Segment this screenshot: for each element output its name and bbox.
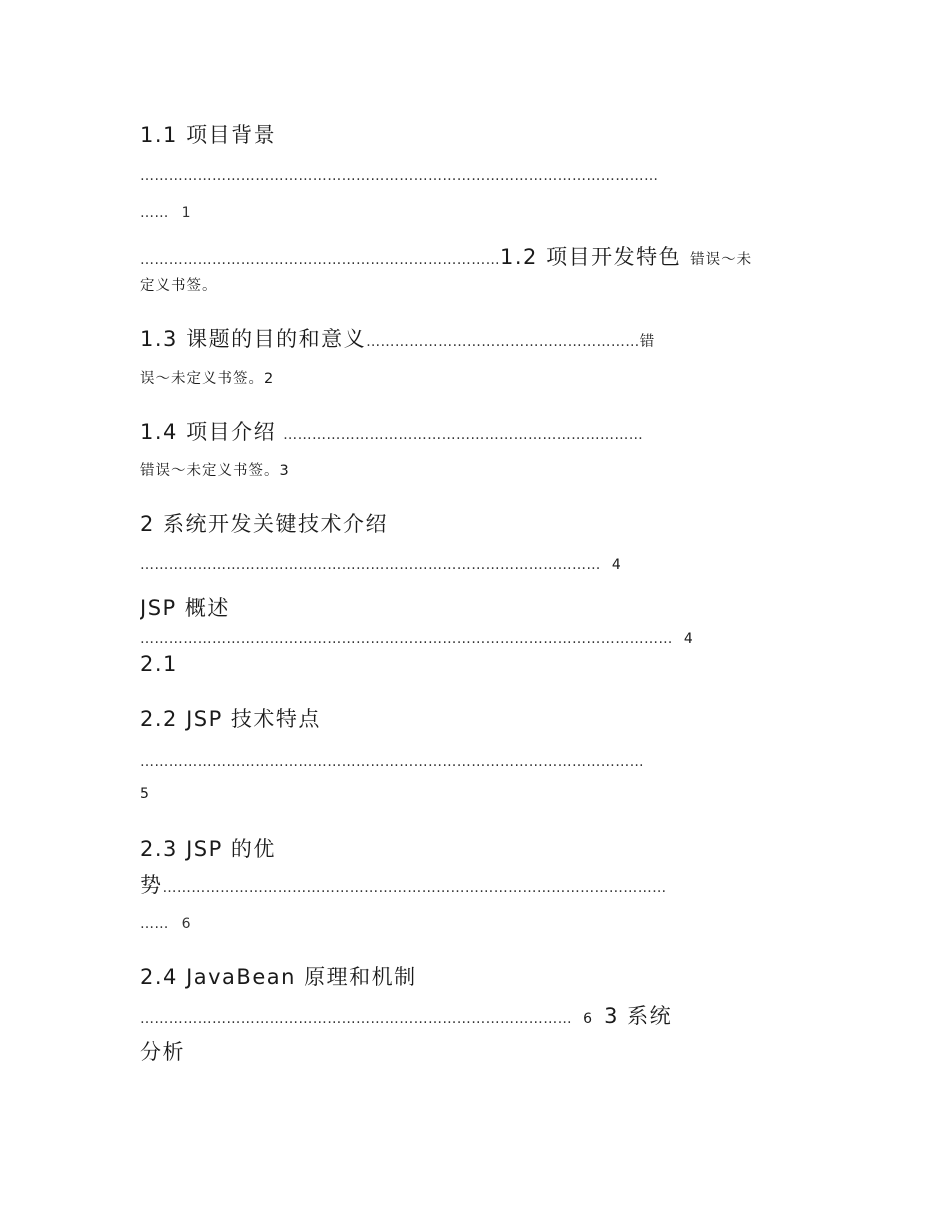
toc-leader-dots: ……………………………………………………………………………………………: [140, 754, 644, 770]
toc-leader-dots: ……: [140, 916, 169, 932]
toc-leader-dots: …………………………………………………………………: [140, 252, 500, 268]
toc-entry-3-title-cont: 分析: [140, 1040, 185, 1064]
toc-title: JSP 概述: [140, 596, 230, 620]
toc-title: 1.1 项目背景: [140, 123, 277, 147]
toc-entry-1-2[interactable]: [140, 243, 820, 271]
toc-entry-2-3-title[interactable]: [140, 835, 276, 863]
toc-title: 2.3 JSP 的优: [140, 837, 276, 861]
toc-leader-dots: ……………………………………………………………………………………: [140, 557, 601, 573]
toc-entry-2-3-line: [140, 871, 805, 899]
toc-leader-dots: …………………………………………………: [366, 334, 640, 350]
toc-title: 2.4 JavaBean 原理和机制: [140, 965, 417, 989]
toc-entry-1-3[interactable]: [140, 325, 800, 353]
toc-error-text: 误～未定义书签。2: [140, 371, 275, 387]
toc-entry-2-page-line: [140, 554, 780, 575]
toc-title: 2.2 JSP 技术特点: [140, 707, 321, 731]
toc-entry-1-1-title[interactable]: [140, 121, 276, 149]
toc-entry-2-1-title[interactable]: [140, 594, 230, 622]
toc-title: 2 系统开发关键技术介绍: [140, 512, 389, 536]
toc-leader-dots: ……………………………………………………………………………………………: [162, 880, 667, 896]
toc-title: 1.3 课题的目的和意义: [140, 327, 367, 351]
toc-entry-1-4[interactable]: [140, 418, 800, 446]
toc-error-text: 错误～未: [690, 252, 753, 268]
toc-entry-2-4-title[interactable]: [140, 963, 417, 991]
toc-error-text: 错: [639, 334, 656, 350]
toc-leader-dots: ………………………………………………………………………………: [140, 1011, 572, 1027]
toc-entry-2-3-page-line: [140, 914, 192, 934]
toc-entry-2-title[interactable]: [140, 510, 388, 538]
toc-title: 1.4 项目介绍: [140, 420, 277, 444]
toc-page-number: 6: [181, 916, 192, 932]
toc-page-number: 4: [611, 557, 622, 573]
toc-page-number: 1: [181, 205, 192, 221]
toc-leader-dots: ………………………………………………………………………………………………: [140, 168, 659, 184]
toc-entry-2-1-page-line: [140, 628, 820, 649]
toc-page-number: 6: [583, 1011, 594, 1027]
toc-leader-dots: …………………………………………………………………: [283, 427, 644, 443]
toc-error-text: 错误～未定义书签。3: [140, 463, 290, 479]
toc-leader-dots: …………………………………………………………………………………………………: [140, 631, 673, 647]
toc-page-number: 5: [140, 786, 150, 802]
toc-entry-1-1-page-line: [140, 203, 192, 223]
toc-title: 势: [140, 873, 163, 897]
toc-section-number: 2.1: [140, 652, 178, 676]
toc-page-number: 4: [683, 631, 694, 647]
toc-leader-dots: ……: [140, 205, 169, 221]
toc-entry-3-title[interactable]: 3 系统: [604, 1004, 673, 1028]
toc-title: 1.2 项目开发特色: [500, 245, 682, 269]
toc-error-text: 定义书签。: [140, 278, 218, 294]
toc-entry-2-2-title[interactable]: [140, 705, 321, 733]
toc-entry-2-4-page-line: [140, 1002, 810, 1030]
